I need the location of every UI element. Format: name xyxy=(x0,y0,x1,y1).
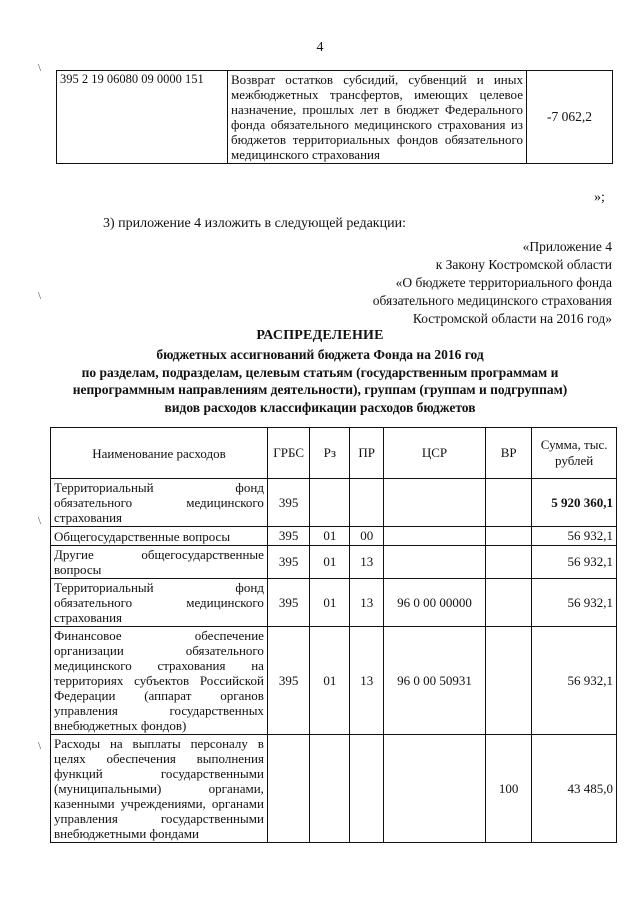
table-row xyxy=(51,546,617,579)
margin-mark: \ xyxy=(38,62,42,74)
appendix-header xyxy=(373,238,612,328)
row-name: Территориальный фонд обязательного медицинского страхования xyxy=(51,579,268,627)
margin-mark: \ xyxy=(38,740,42,752)
row-vr xyxy=(486,627,532,735)
row-csr xyxy=(383,546,485,579)
page-number: 4 xyxy=(316,40,324,55)
row-grbs: 395 xyxy=(267,527,309,546)
row-name: Территориальный фонд обязательного медицинского страхования xyxy=(51,479,268,527)
budget-distribution-table xyxy=(50,427,617,843)
appendix-line: Костромской области на 2016 год» xyxy=(412,311,612,326)
table-row xyxy=(57,71,613,164)
subtitle-line: непрограммным направлениям деятельности), группам (группам и подгруппам) xyxy=(72,382,568,397)
header-grbs: ГРБС xyxy=(267,428,309,479)
row-vr xyxy=(486,479,532,527)
row-grbs: 395 xyxy=(267,627,309,735)
row-grbs: 395 xyxy=(267,479,309,527)
document-subtitle xyxy=(20,346,620,416)
appendix-line: «О бюджете территориального фонда xyxy=(395,275,612,290)
row-sum: 56 932,1 xyxy=(532,627,617,735)
table-row xyxy=(51,735,617,843)
table-row xyxy=(51,627,617,735)
header-sum: Сумма, тыс. рублей xyxy=(532,428,617,479)
margin-mark: \ xyxy=(38,515,42,527)
row-vr xyxy=(486,579,532,627)
row-name: Общегосударственные вопросы xyxy=(51,527,268,546)
budget-amount: -7 062,2 xyxy=(527,71,613,164)
table-row xyxy=(51,579,617,627)
table-header-row xyxy=(51,428,617,479)
row-rz: 01 xyxy=(310,579,350,627)
appendix-line: «Приложение 4 xyxy=(522,239,612,254)
row-sum: 5 920 360,1 xyxy=(532,479,617,527)
subtitle-line: по разделам, подразделам, целевым статьям (государственным программам и xyxy=(81,364,559,380)
row-csr xyxy=(383,735,485,843)
document-title: РАСПРЕДЕЛЕНИЕ xyxy=(256,328,384,343)
row-csr xyxy=(383,479,485,527)
header-rz: Рз xyxy=(310,428,350,479)
row-pr xyxy=(350,735,384,843)
closing-quote: »; xyxy=(594,190,605,205)
row-csr: 96 0 00 00000 xyxy=(383,579,485,627)
row-sum: 56 932,1 xyxy=(532,527,617,546)
header-vr: ВР xyxy=(486,428,532,479)
amendment-instruction: 3) приложение 4 изложить в следующей редакции: xyxy=(103,216,406,231)
budget-code: 395 2 19 06080 09 0000 151 xyxy=(57,71,228,164)
subtitle-line: бюджетных ассигнований бюджета Фонда на 2016 год xyxy=(156,347,484,362)
row-pr: 13 xyxy=(350,579,384,627)
row-rz: 01 xyxy=(310,627,350,735)
row-vr: 100 xyxy=(486,735,532,843)
row-rz xyxy=(310,479,350,527)
row-pr xyxy=(350,479,384,527)
header-pr: ПР xyxy=(350,428,384,479)
row-grbs: 395 xyxy=(267,579,309,627)
row-grbs: 395 xyxy=(267,546,309,579)
row-vr xyxy=(486,527,532,546)
row-grbs xyxy=(267,735,309,843)
subtitle-line: видов расходов классификации расходов бюджетов xyxy=(164,399,476,415)
header-csr: ЦСР xyxy=(383,428,485,479)
row-pr: 00 xyxy=(350,527,384,546)
row-name: Другие общегосударственные вопросы xyxy=(51,546,268,579)
row-sum: 56 932,1 xyxy=(532,579,617,627)
header-name: Наименование расходов xyxy=(51,428,268,479)
row-rz xyxy=(310,735,350,843)
previous-appendix-table xyxy=(56,70,613,164)
row-pr: 13 xyxy=(350,627,384,735)
row-rz: 01 xyxy=(310,546,350,579)
row-vr xyxy=(486,546,532,579)
table-row xyxy=(51,527,617,546)
budget-description: Возврат остатков субсидий, субвенций и иных межбюджетных трансфертов, имеющих целевое назначение, прошлых лет в бюджет Федерального фонда обязательного медицинского страхования из бюджетов территориальных фондов обязательного медицинского страхования xyxy=(228,71,527,164)
margin-mark: \ xyxy=(38,290,42,302)
row-name: Финансовое обеспечение организации обязательного медицинского страхования на территориях субъектов Российской Федерации (аппарат органов управления государственных внебюджетных фондов) xyxy=(51,627,268,735)
row-csr xyxy=(383,527,485,546)
appendix-line: к Закону Костромской области xyxy=(435,257,612,272)
row-rz: 01 xyxy=(310,527,350,546)
row-csr: 96 0 00 50931 xyxy=(383,627,485,735)
table-row xyxy=(51,479,617,527)
appendix-line: обязательного медицинского страхования xyxy=(372,293,612,308)
row-pr: 13 xyxy=(350,546,384,579)
row-sum: 43 485,0 xyxy=(532,735,617,843)
row-name: Расходы на выплаты персоналу в целях обеспечения выполнения функций государственными (муниципальными) органами, казенными учреждениями, органами управления государственными внебюджетными фондами xyxy=(51,735,268,843)
row-sum: 56 932,1 xyxy=(532,546,617,579)
